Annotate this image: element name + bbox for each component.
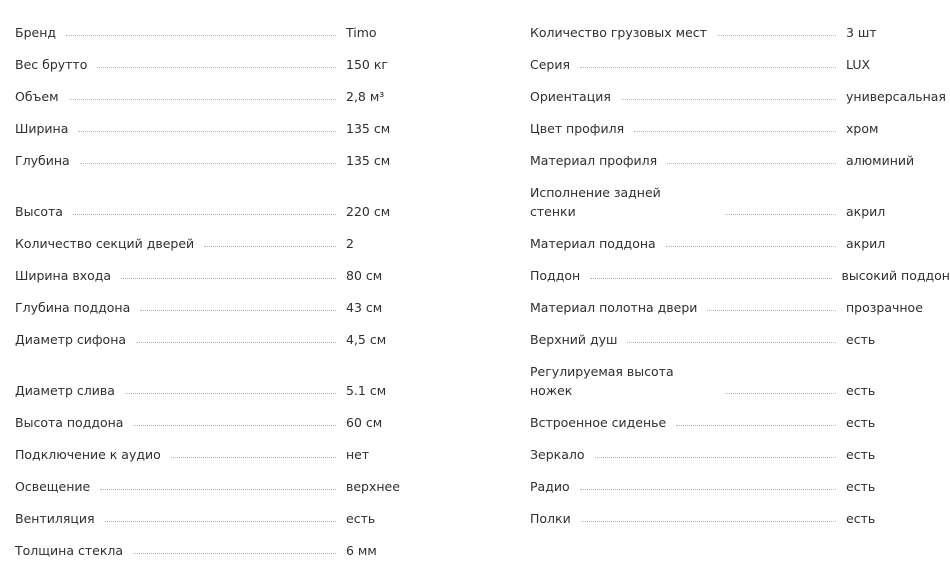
spec-value: Timo [346, 25, 377, 40]
spec-row-tray-height [15, 401, 530, 433]
spec-row-tray-material [530, 222, 950, 254]
spec-row-brand [15, 11, 530, 43]
dotted-leader [725, 214, 836, 215]
spec-name: Количество грузовых мест [530, 25, 707, 40]
dotted-leader [78, 131, 336, 132]
spec-value: есть [846, 383, 876, 398]
spec-value: хром [846, 121, 879, 136]
specifications-right-column [530, 11, 950, 561]
dotted-leader [666, 246, 836, 247]
dotted-leader [136, 342, 336, 343]
spec-name: Бренд [15, 25, 57, 40]
dotted-leader [627, 342, 836, 343]
dotted-leader [69, 99, 337, 100]
spec-row-profile-color [530, 107, 950, 139]
spec-value: есть [846, 479, 876, 494]
spec-value: верхнее [346, 479, 400, 494]
spec-value: 6 мм [346, 543, 377, 558]
dotted-leader [80, 163, 336, 164]
spec-name: Вес брутто [15, 57, 88, 72]
specifications-left-column [15, 11, 530, 561]
dotted-leader [125, 393, 336, 394]
spec-name: Зеркало [530, 447, 585, 462]
spec-row-door-material [530, 286, 950, 318]
spec-row-tray [530, 254, 950, 286]
dotted-leader [725, 393, 836, 394]
spec-value: 135 см [346, 153, 391, 168]
spec-row-height [15, 171, 530, 222]
spec-value: акрил [846, 204, 886, 219]
spec-name: Объем [15, 89, 59, 104]
dotted-leader [73, 214, 336, 215]
dotted-leader [581, 521, 836, 522]
spec-name: Цвет профиля [530, 121, 625, 136]
spec-row-profile-material [530, 139, 950, 171]
spec-row-glass-thickness [15, 529, 530, 561]
spec-row-volume [15, 75, 530, 107]
spec-name: Глубина поддона [15, 300, 131, 315]
dotted-leader [121, 278, 336, 279]
spec-name: Диаметр сифона [15, 332, 127, 347]
spec-row-door-sections [15, 222, 530, 254]
dotted-leader [204, 246, 336, 247]
dotted-leader [580, 489, 836, 490]
spec-row-depth [15, 139, 530, 171]
dotted-leader [100, 489, 336, 490]
spec-name: Регулируемая высота ножек [530, 364, 674, 398]
spec-name: Высота [15, 204, 63, 219]
dotted-leader [171, 457, 336, 458]
spec-name: Материал профиля [530, 153, 658, 168]
spec-name: Вентиляция [15, 511, 95, 526]
spec-value: 43 см [346, 300, 383, 315]
dotted-leader [590, 278, 831, 279]
spec-name: Верхний душ [530, 332, 618, 347]
spec-value: универсальная [846, 89, 946, 104]
spec-value: есть [846, 415, 876, 430]
spec-value: 4,5 см [346, 332, 387, 347]
dotted-leader [667, 163, 836, 164]
dotted-leader [105, 521, 336, 522]
spec-value: есть [846, 332, 876, 347]
spec-value: 150 кг [346, 57, 388, 72]
spec-row-lighting [15, 465, 530, 497]
spec-value: есть [846, 447, 876, 462]
dotted-leader [717, 35, 836, 36]
spec-name: Подключение к аудио [15, 447, 161, 462]
spec-value: 5.1 см [346, 383, 387, 398]
spec-row-cargo-places [530, 11, 950, 43]
dotted-leader [133, 425, 336, 426]
dotted-leader [595, 457, 837, 458]
spec-value: 60 см [346, 415, 383, 430]
spec-name: Полки [530, 511, 571, 526]
spec-value: 2 [346, 236, 354, 251]
spec-name: Ширина [15, 121, 69, 136]
spec-name: Материал полотна двери [530, 300, 698, 315]
spec-row-radio [530, 465, 950, 497]
specifications-table [15, 11, 950, 561]
spec-value: акрил [846, 236, 886, 251]
spec-value: 220 см [346, 204, 391, 219]
spec-name: Высота поддона [15, 415, 124, 430]
spec-name: Материал поддона [530, 236, 656, 251]
dotted-leader [97, 67, 336, 68]
spec-row-mirror [530, 433, 950, 465]
spec-value: LUX [846, 57, 871, 72]
spec-value: 135 см [346, 121, 391, 136]
spec-value: нет [346, 447, 370, 462]
spec-row-width [15, 107, 530, 139]
spec-value: есть [846, 511, 876, 526]
spec-name: Серия [530, 57, 570, 72]
dotted-leader [580, 67, 836, 68]
dotted-leader [133, 553, 336, 554]
dotted-leader [66, 35, 336, 36]
spec-value: есть [346, 511, 376, 526]
dotted-leader [140, 310, 336, 311]
spec-row-gross-weight [15, 43, 530, 75]
spec-name: Освещение [15, 479, 91, 494]
spec-name: Встроенное сиденье [530, 415, 667, 430]
dotted-leader [621, 99, 836, 100]
spec-name: Количество секций дверей [15, 236, 195, 251]
spec-row-ventilation [15, 497, 530, 529]
spec-name: Исполнение задней стенки [530, 185, 661, 219]
spec-name: Ширина входа [15, 268, 112, 283]
spec-row-shelves [530, 497, 950, 529]
spec-row-overhead-shower [530, 318, 950, 350]
spec-row-tray-depth [15, 286, 530, 318]
spec-value: 3 шт [846, 25, 877, 40]
spec-value: алюминий [846, 153, 915, 168]
dotted-leader [707, 310, 836, 311]
dotted-leader [634, 131, 836, 132]
spec-name: Ориентация [530, 89, 611, 104]
spec-name: Толщина стекла [15, 543, 124, 558]
spec-name: Диаметр слива [15, 383, 115, 398]
spec-row-entrance-width [15, 254, 530, 286]
spec-row-series [530, 43, 950, 75]
spec-value: прозрачное [846, 300, 923, 315]
spec-row-back-wall [530, 171, 950, 222]
spec-row-adjustable-feet [530, 350, 950, 401]
spec-value: 2,8 м³ [346, 89, 385, 104]
spec-row-built-in-seat [530, 401, 950, 433]
spec-row-orientation [530, 75, 950, 107]
dotted-leader [676, 425, 836, 426]
spec-name: Поддон [530, 268, 581, 283]
spec-row-audio-connection [15, 433, 530, 465]
spec-row-siphon-diameter [15, 318, 530, 350]
spec-name: Радио [530, 479, 570, 494]
spec-row-drain-diameter [15, 350, 530, 401]
spec-value: 80 см [346, 268, 383, 283]
spec-name: Глубина [15, 153, 70, 168]
spec-value: высокий поддон [841, 268, 950, 283]
